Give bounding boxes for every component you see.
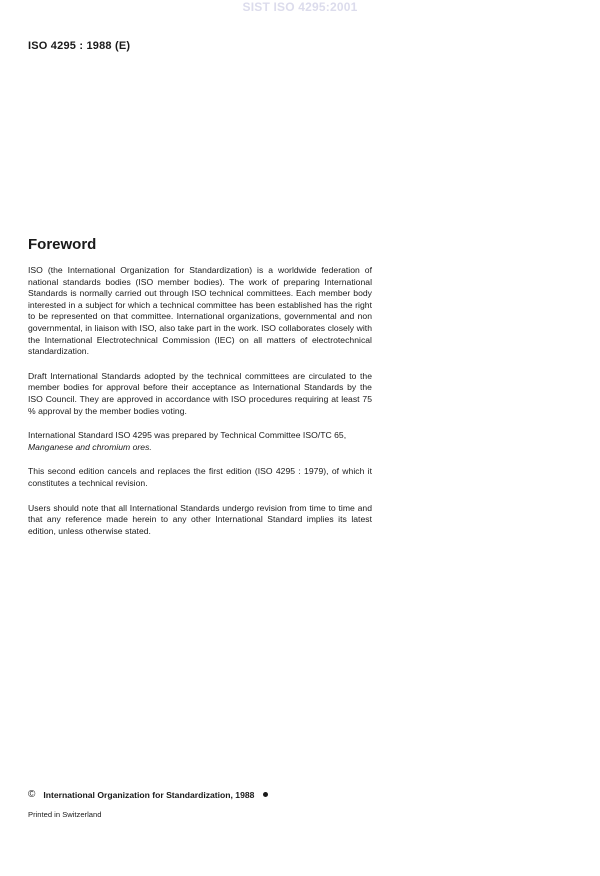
paragraph-preparation [28,430,372,453]
copyright-text: International Organization for Standardization, 1988 [43,789,255,800]
page-title: Foreword [28,236,97,253]
committee-title: Manganese and chromium ores. [28,441,152,452]
watermark: SIST ISO 4295:2001 [242,0,358,14]
document-id: ISO 4295 : 1988 (E) [28,40,131,52]
printed-location: Printed in Switzerland [28,810,102,819]
copyright-icon: © [28,789,36,800]
bullet-icon [263,792,268,797]
copyright-line [28,789,268,800]
preparation-text: International Standard ISO 4295 was prepared by Technical Committee ISO/TC 65, [28,430,347,441]
foreword-body [28,265,372,550]
paragraph-revision-note: Users should note that all International Standards undergo revision from time to time and that any reference made herein to any other International Standard implies its latest edition, unless otherwise stated. [28,502,372,536]
paragraph-draft-standards: Draft International Standards adopted by the technical committees are circulated to the member bodies for approval before their acceptance as International Standards by the ISO Council. They are approved in accordance with ISO procedures requiring at least 75 % approval by the member bodies voting. [28,370,372,416]
paragraph-edition: This second edition cancels and replaces the first edition (ISO 4295 : 1979), of which it constitutes a technical revision. [28,466,372,488]
paragraph-about-iso: ISO (the International Organization for Standardization) is a worldwide federation of national standards bodies (ISO member bodies). The work of preparing International Standards is normally carried out through ISO technical committees. Each member body interested in a subject for which a technical committee has been established has the right to be represented on that committee. International organizations, governmental and non governmental, in liaison with ISO, also take part in the work. ISO collaborates closely with the International Electrotechnical Commission (IEC) on all matters of electrotechnical standardization. [28,265,372,357]
